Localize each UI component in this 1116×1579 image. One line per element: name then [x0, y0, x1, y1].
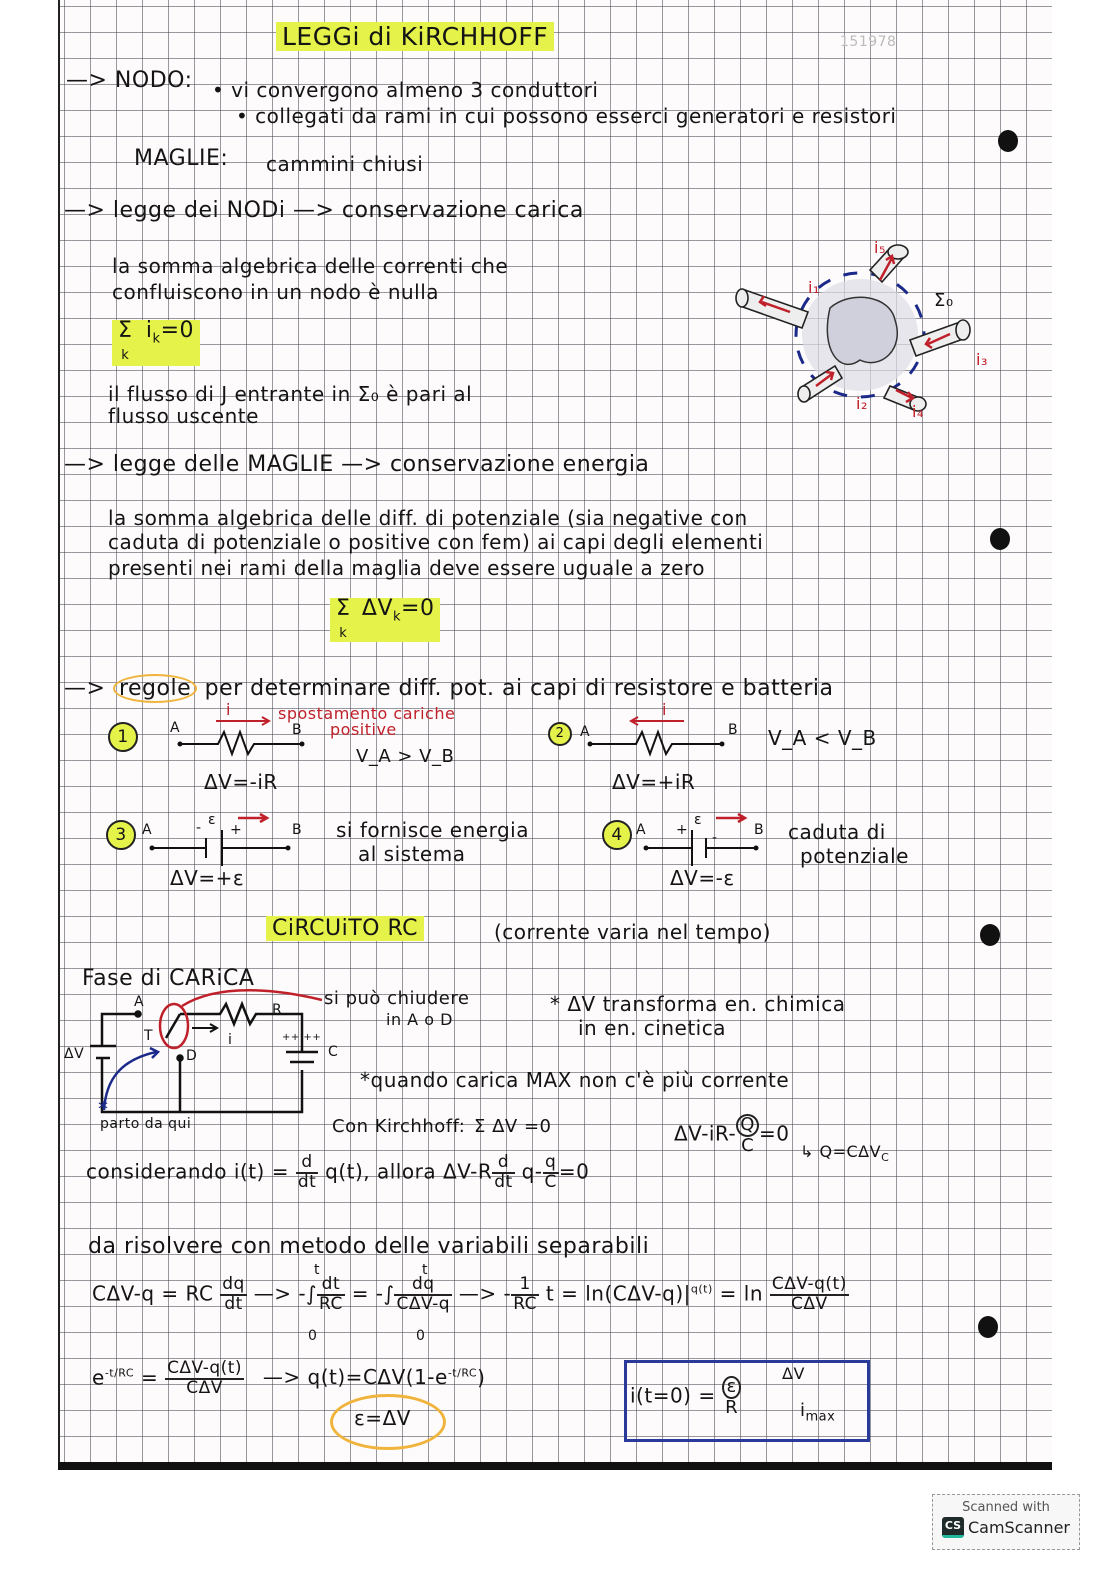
resistor-1-icon [180, 730, 310, 756]
rule-4-number: 4 [602, 820, 632, 850]
nodo-label: —> NODO: [66, 68, 193, 93]
eq-part: t = ln(CΔV-q)| [545, 1281, 691, 1306]
kirchhoff-rc-equation [674, 1114, 789, 1156]
emf-numerator: ε [722, 1376, 740, 1399]
current-i1-label: i₁ [808, 278, 820, 297]
current-i4-label: i₄ [912, 402, 924, 421]
voltage-index: k [393, 609, 402, 625]
circuit-label-d: D [186, 1048, 198, 1064]
one-numerator: 1 [511, 1276, 539, 1296]
binder-hole-dot [990, 528, 1010, 550]
legge-maglie-line-2: caduta di potenziale o positive con fem) ai capi degli elementi [108, 530, 764, 554]
legge-maglie-line-3: presenti nei rami della maglia deve essere uguale a zero [108, 556, 705, 580]
battery-3-icon [152, 826, 292, 862]
circuit-label-i: i [228, 1032, 233, 1048]
rule-1-note-line-2: positive [330, 720, 397, 739]
eq-part: = ln [719, 1281, 763, 1306]
nodo-bullet-2: • collegati da rami in cui possono esserci generatori e resistori [236, 104, 897, 128]
eq-part: —> q(t)=CΔV(1-e [262, 1365, 448, 1390]
integration-equation [92, 1276, 849, 1314]
node-surface-diagram [720, 240, 980, 430]
rule-4-plus: + [676, 822, 689, 838]
exp-base: e [92, 1365, 105, 1390]
fase-carica-label: Fase di CARiCA [82, 966, 255, 991]
eq-part: —> - [458, 1281, 512, 1306]
rule-3-note-line-1: si fornisce energia [336, 818, 529, 842]
current-symbol: i [145, 318, 153, 343]
binder-hole-dot [980, 924, 1000, 946]
integral-upper-limit-1: t [314, 1262, 320, 1278]
flux-line-2: flusso uscente [108, 404, 259, 428]
rule-3-note-line-2: al sistema [358, 842, 466, 866]
svg-text:*: * [98, 1097, 108, 1121]
rule-2-node-a: A [580, 724, 591, 740]
eq-part: i(t=0) = [630, 1383, 716, 1408]
legge-maglie-line-1: la somma algebrica delle diff. di potenziale (sia negative con [108, 506, 748, 530]
separable-variables-note: da risolvere con metodo delle variabili separabili [88, 1234, 650, 1259]
rc-denominator: RC [318, 1293, 343, 1314]
eq-part: ) [477, 1365, 486, 1390]
regole-heading [64, 676, 834, 701]
imax-label [800, 1400, 835, 1425]
eq-part: CΔV-q = RC [92, 1281, 214, 1306]
page-title: LEGGi di KiRCHHOFF [276, 22, 554, 51]
current-i5-label: i₅ [874, 238, 886, 257]
circuit-label-c: C [328, 1044, 339, 1060]
rule-2-delta: ΔV=+iR [612, 770, 696, 794]
battery-4-icon [646, 826, 766, 862]
rule-3-plus: + [230, 822, 243, 838]
switch-note-line-1: si può chiudere [324, 988, 470, 1009]
rc-subheading: (corrente varia nel tempo) [494, 920, 771, 944]
note-max-charge: *quando carica MAX non c'è più corrente [360, 1068, 790, 1092]
rule-1-node-b: B [292, 722, 303, 738]
imax-dv-note: ΔV [782, 1364, 805, 1383]
charge-numerator: Q [736, 1114, 759, 1137]
maglie-text: cammini chiusi [266, 152, 424, 176]
camscanner-logo-icon: CS [942, 1517, 964, 1538]
rule-1-number: 1 [108, 722, 138, 752]
rule-2-node-b: B [728, 722, 739, 738]
legge-nodi-line-2: confluiscono in un nodo è nulla [112, 280, 440, 304]
resistor-2-icon [590, 730, 730, 756]
d-numerator: d [296, 1154, 318, 1174]
max-sub: max [805, 1409, 836, 1425]
rule-4-note-line-2: potenziale [800, 844, 909, 868]
kirchhoff-equation: Σ ΔV =0 [474, 1116, 552, 1137]
rule-2-relation: V_A < V_B [768, 726, 877, 750]
capacitance-denominator: C [741, 1134, 755, 1156]
rule-1-relation: V_A > V_B [356, 746, 455, 767]
rule-3-node-a: A [142, 822, 153, 838]
page-stamp: 151978 [840, 34, 897, 50]
integral-lower-limit-2: 0 [416, 1328, 426, 1344]
ratio-denominator: CΔV [186, 1377, 223, 1398]
surface-label: Σ₀ [934, 290, 954, 311]
imax-equation [630, 1376, 741, 1418]
rule-1-node-a: A [170, 720, 181, 736]
dt-denominator: dt [494, 1171, 513, 1192]
charge-definition [800, 1142, 889, 1164]
dq-numerator: dq [394, 1276, 452, 1296]
eq-part: considerando i(t) = [86, 1159, 289, 1184]
arrow-right-icon [216, 716, 276, 726]
kirchhoff-label: Con Kirchhoff: [332, 1116, 466, 1137]
q-numerator: q [543, 1154, 559, 1174]
charge-def-text: ↳ Q=CΔV [800, 1142, 882, 1161]
arrow-left-icon [626, 716, 686, 726]
rule-1-note-line-1: spostamento cariche [278, 704, 456, 723]
rc-heading: CiRCUiTO RC [266, 916, 424, 941]
circled-word: regole [113, 674, 197, 703]
switch-note-line-2: in A o D [386, 1010, 453, 1029]
rule-3-delta: ΔV=+ε [170, 866, 245, 890]
emf-equals-dv: ε=ΔV [354, 1406, 411, 1430]
eq-zero: =0 [558, 1159, 590, 1184]
charge-solution-equation: $e^{-t/RC}$ = $\frac{\text{CΔV-q(t)}}{\text{CΔV}}$ —> $q(t)=C\Delta V(1-e^{-t/RC})$ [92, 1358, 486, 1398]
considerando-equation [86, 1154, 589, 1192]
ln-numerator: CΔV-q(t) [771, 1274, 847, 1294]
badge-brand [933, 1517, 1079, 1538]
eq-part: = -∫ [351, 1281, 395, 1306]
circuit-label-dv: ΔV [64, 1046, 85, 1062]
current-index: k [152, 331, 161, 347]
legge-nodi-line-1: la somma algebrica delle correnti che [112, 254, 509, 278]
cdv-q-denominator: CΔV-q [396, 1293, 451, 1314]
dt-denominator: dt [297, 1171, 317, 1192]
d-numerator: d [492, 1154, 514, 1174]
capacitor-plus-label: ++ ++ [282, 1032, 322, 1043]
rule-1-current-label: i [226, 700, 231, 719]
rule-3-minus: - [196, 820, 202, 836]
c-denominator: C [544, 1171, 557, 1192]
rule-4-minus: - [712, 830, 718, 846]
kirchhoff-mesh-formula: Σ k $\Delta V_k=0$ [330, 598, 440, 642]
rule-3-number: 3 [106, 820, 136, 850]
binder-hole-dot [998, 130, 1018, 152]
notebook-page [58, 0, 1052, 1470]
legge-maglie-heading: —> legge delle MAGLIE —> conservazione energia [64, 452, 650, 477]
upper-limit: q(t) [690, 1282, 713, 1296]
circuit-label-t: T [144, 1028, 154, 1044]
badge-caption: Scanned with [962, 1500, 1050, 1515]
rule-4-node-a: A [636, 822, 647, 838]
eq-part: q- [521, 1159, 543, 1184]
camscanner-badge [932, 1494, 1080, 1550]
dt-numerator: dt [317, 1276, 345, 1296]
dq-numerator: dq [222, 1274, 245, 1294]
formula-equals: =0 [160, 318, 194, 343]
current-i2-label: i₂ [856, 394, 868, 413]
rc-denominator: RC [513, 1293, 538, 1314]
r-denominator: R [725, 1396, 739, 1418]
sum-index: k [339, 626, 348, 641]
nodo-bullet-1: • vi convergono almeno 3 conduttori [212, 78, 599, 102]
arrow-text: —> [64, 676, 113, 701]
exp-power: -t/RC [447, 1366, 478, 1380]
eq-part: q(t), allora ΔV-R [325, 1159, 493, 1184]
start-note: parto da qui [100, 1116, 192, 1132]
rule-2-current-label: i [662, 700, 667, 719]
circuit-label-r: R [272, 1002, 283, 1018]
ln-denominator: CΔV [791, 1293, 828, 1314]
i-symbol: i [800, 1400, 806, 1421]
rule-4-emf: ε [694, 812, 703, 828]
dt-denominator: dt [224, 1293, 243, 1314]
circuit-label-a: A [134, 994, 145, 1010]
heading-rest: per determinare diff. pot. ai capi di resistore e batteria [197, 676, 834, 701]
rule-4-delta: ΔV=-ε [670, 866, 735, 890]
rule-4-note-line-1: caduta di [788, 820, 886, 844]
rule-1-delta: ΔV=-iR [204, 770, 278, 794]
maglie-label: MAGLIE: [134, 146, 229, 171]
flux-line-1: il flusso di J entrante in Σ₀ è pari al [108, 382, 473, 406]
sum-index: k [121, 348, 130, 363]
eq-part: ΔV-iR- [674, 1121, 737, 1146]
ratio-numerator: CΔV-q(t) [167, 1358, 243, 1378]
rule-2-number: 2 [548, 722, 572, 746]
kirchhoff-nodes-formula [112, 320, 200, 366]
badge-brand-name: CamScanner [967, 1518, 1071, 1537]
integral-lower-limit-1: 0 [308, 1328, 318, 1344]
sum-symbol: Σ [118, 318, 133, 343]
eq-part: —> -∫ [253, 1281, 317, 1306]
legge-nodi-heading: —> legge dei NODi —> conservazione carica [64, 198, 584, 223]
rule-3-node-b: B [292, 822, 303, 838]
current-i3-label: i₃ [976, 350, 988, 369]
rule-4-node-b: B [754, 822, 765, 838]
eq-zero: =0 [758, 1121, 790, 1146]
binder-hole-dot [978, 1316, 998, 1338]
note-energy-line-2: in en. cinetica [578, 1016, 726, 1040]
rc-circuit-diagram [60, 1000, 380, 1120]
exp-power: -t/RC [104, 1366, 135, 1380]
note-energy-line-1: * ΔV transforma en. chimica [550, 992, 846, 1016]
rule-3-emf: ε [208, 812, 217, 828]
integral-upper-limit-2: t [422, 1262, 428, 1278]
charge-def-sub: C [881, 1151, 890, 1165]
